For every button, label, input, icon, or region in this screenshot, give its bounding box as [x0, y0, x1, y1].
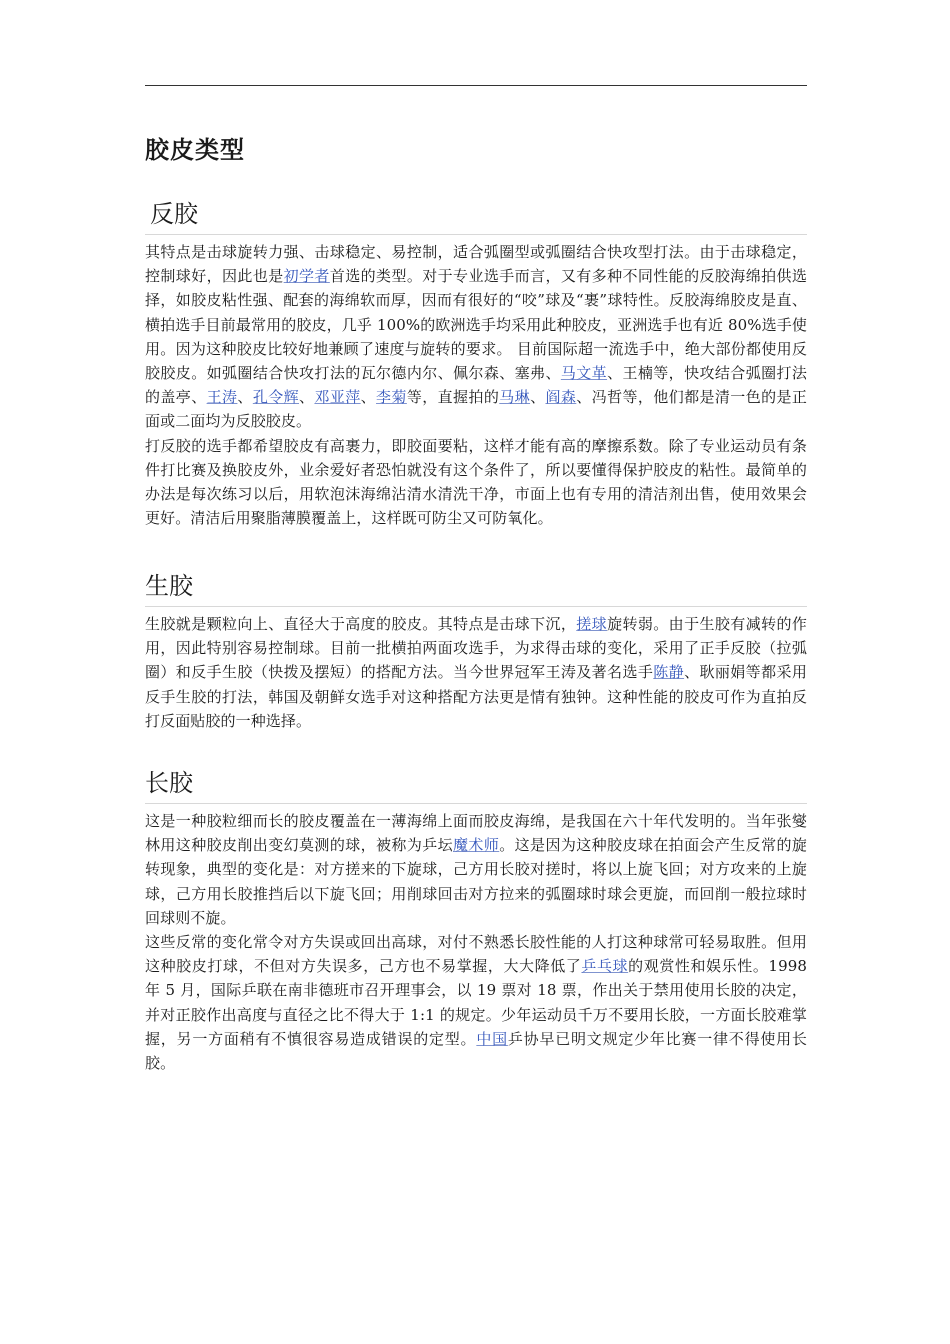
section-body	[145, 235, 807, 530]
text-run: 等，直握拍的	[406, 388, 500, 407]
inline-link[interactable]: 阎森	[545, 388, 577, 407]
inline-link[interactable]: 孔令辉	[252, 388, 300, 407]
paragraph	[145, 434, 807, 531]
inline-link[interactable]: 邓亚萍	[314, 388, 361, 407]
text-run: 、冯哲等，他们都是清一色的是正面或二面均为反胶胶皮。	[145, 388, 807, 431]
inline-link[interactable]: 搓球	[576, 615, 608, 633]
paragraph	[145, 612, 807, 733]
text-run: 、	[530, 388, 546, 407]
inline-link[interactable]: 马文革	[560, 364, 608, 383]
paragraph	[145, 240, 807, 434]
section-changjiao	[145, 767, 807, 1075]
inline-link[interactable]: 中国	[476, 1029, 508, 1048]
text-run: 旋转弱。由于生胶有减转的作用，因此特别容易控制球。目前一批横拍两面攻选手，为求得击球的变化，采用了正手反胶（拉弧圈）和反手生胶（快拨及摆短）的搭配方法。当今世界冠军王涛及著名选手	[145, 615, 808, 682]
top-horizontal-rule	[145, 85, 807, 86]
inline-link[interactable]: 魔术师	[453, 836, 500, 855]
section-heading: 生胶	[145, 570, 807, 607]
text-run: 的观赏性和娱乐性。1998 年 5 月，国际乒联在南非德班市召开理事会，以 19 票对 18 票，作出关于禁用使用长胶的决定，并对正胶作出高度与直径之比不得大于 1:1 的规定。少年运动员千万不要用长胶，一方面长胶难掌握，另一方面稍有不慎很容易造成错误的定型。	[145, 957, 807, 1048]
inline-link[interactable]: 陈静	[653, 663, 685, 682]
text-run: 这些反常的变化常令对方失误或回出高球，对付不熟悉长胶性能的人打这种球常可轻易取胜。但用这种胶皮打球，不但对方失误多，己方也不易掌握，大大降低了	[145, 933, 807, 976]
inline-link[interactable]: 乒乓球	[581, 957, 629, 976]
page-title: 胶皮类型	[145, 136, 245, 164]
text-run: 乒协早已明文规定少年比赛一律不得使用长胶。	[145, 1029, 808, 1073]
text-run: 这是一种胶粒细而长的胶皮覆盖在一薄海绵上面而胶皮海绵，是我国在六十年代发明的。当年张燮林用这种胶皮削出变幻莫测的球，被称为乒坛	[145, 812, 807, 855]
text-run: 首选的类型。对于专业选手而言，又有多种不同性能的反胶海绵拍供选择，如胶皮粘性强、配套的海绵软而厚，因而有很好的“咬”球及“裹”球特性。反胶海绵胶皮是直、横拍选手目前最常用的胶皮，几乎 100%的欧洲选手均采用此种胶皮，亚洲选手也有近 80%选手使用。因为这种胶皮比较好地兼顾了速度与旋转的要求。 目前国际超一流选手中，绝大部份都使用反胶胶皮。如弧圈结合快攻打法的瓦尔德内尔、佩尔森、塞弗、	[145, 267, 807, 383]
text-run: 打反胶的选手都希望胶皮有高裹力，即胶面要粘，这样才能有高的摩擦系数。除了专业运动员有条件打比赛及换胶皮外，业余爱好者恐怕就没有这个条件了，所以要懂得保护胶皮的粘性。最简单的办法是每次练习以后，用软泡沫海绵沾清水清洗干净，市面上也有专用的清洁剂出售，使用效果会更好。清洁后用聚脂薄膜覆盖上，这样既可防尘又可防氧化。	[145, 436, 807, 528]
paragraph	[145, 809, 807, 930]
text-run: 、	[237, 388, 253, 407]
inline-link[interactable]: 马琳	[499, 388, 531, 407]
section-shengjiao	[145, 570, 807, 733]
section-fanjiao	[145, 198, 807, 530]
text-run: 、	[299, 388, 315, 407]
text-run: 、耿丽娟等都采用反手生胶的打法，韩国及朝鲜女选手对这种搭配方法更是情有独钟。这种性能的胶皮可作为直拍反打反面贴胶的一种选择。	[145, 663, 807, 730]
section-body	[145, 607, 807, 733]
text-run: 、	[360, 388, 377, 407]
text-run: 。这是因为这种胶皮球在拍面会产生反常的旋转现象，典型的变化是：对方搓来的下旋球，己方用长胶对搓时，将以上旋飞回；对方攻来的上旋球，己方用长胶推挡后以下旋飞回；用削球回击对方拉来的弧圈球时球会更旋，而回削一般拉球时回球则不旋。	[145, 836, 807, 927]
text-run: 生胶就是颗粒向上、直径大于高度的胶皮。其特点是击球下沉，	[145, 615, 577, 633]
text-run: 、王楠等，快攻结合弧圈打法的盖亭、	[145, 364, 808, 407]
inline-link[interactable]: 王涛	[206, 388, 238, 407]
inline-link[interactable]: 李菊	[376, 388, 407, 407]
inline-link[interactable]: 初学者	[283, 267, 330, 286]
section-body	[145, 804, 807, 1075]
section-heading: 长胶	[145, 767, 807, 804]
section-heading: 反胶	[145, 198, 807, 235]
text-run: 其特点是击球旋转力强、击球稳定、易控制，适合弧圈型或弧圈结合快攻型打法。由于击球稳定，控制球好，因此也是	[145, 243, 807, 286]
paragraph	[145, 930, 807, 1075]
